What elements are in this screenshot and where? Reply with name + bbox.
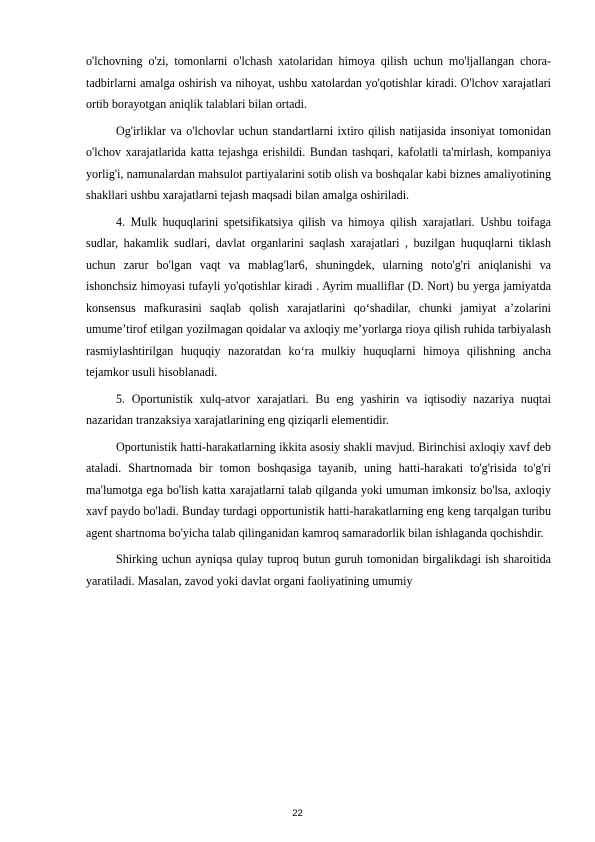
paragraph-moral-hazard: Oportunistik hatti-harakatlarning ikkita asosiy shakli mavjud. Birinchisi axloqiy xavf deb ataladi. Shartnomada bir tomon boshqasiga tayanib, uning hatti-harakati to'g'risida to'g'ri ma'lumotga ega bo'lish katta xarajatlarni talab qilganda yoki umuman imkonsiz bo'lsa, axloqiy xavf paydo bo'ladi. Bunday turdagi opportunistik hatti-harakatlarning eng keng tarqalgan turibu agent shartnoma bo'yicha talab qilinganidan kamroq samaradorlik bilan ishlaganda qochishdir. — [86, 439, 551, 540]
paragraph-continuation: o'lchovning o'zi, tomonlarni o'lchash xatolaridan himoya qilish uchun mo'ljallangan chora-tadbirlarni amalga oshirish va nihoyat, ushbu xatolardan yo'qotishlar kiradi. O'lchov xarajatlari ortib borayotgan aniqlik talablari bilan ortadi. — [86, 54, 551, 111]
document-body — [86, 51, 551, 592]
page-number: 22 — [292, 808, 303, 819]
paragraph-property-rights-costs: 4. Mulk huquqlarini spetsifikatsiya qilish va himoya qilish xarajatlari. Ushbu toifaga sudlar, hakamlik sudlari, davlat organlarini saqlash xarajatlari , buzilgan huquqlarni tiklash uchun zarur bo'lgan vaqt va mablag'lar6, shuningdek, ularning noto'g'ri aniqlanishi va ishonchsiz himoyasi tufayli yo'qotishlar kiradi . Ayrim mualliflar (D. Nort) bu yerga jamiyatda konsensus mafkurasini saqlab qolish xarajatlarini qo‘shadilar, chunki jamiyat a’zolarini umume’tirof etilgan yozilmagan qoidalar va axloqiy me’yorlarga rioya qilish ruhida tarbiyalash rasmiylashtirilgan huquqiy nazoratdan ko‘ra mulkiy huquqlarni himoya qilishning ancha tejamkor usuli hisoblanadi. — [86, 214, 551, 379]
paragraph-opportunistic-costs: 5. Oportunistik xulq-atvor xarajatlari. Bu eng yashirin va iqtisodiy nazariya nuqtai nazaridan tranzaksiya xarajatlarining eng qiziqarli elementidir. — [86, 391, 551, 427]
paragraph-shirking: Shirking uchun ayniqsa qulay tuproq butun guruh tomonidan birgalikdagi ish sharoitida yaratiladi. Masalan, zavod yoki davlat organi faoliyatining umumiy — [86, 552, 551, 588]
paragraph-standards: Og'irliklar va o'lchovlar uchun standartlarni ixtiro qilish natijasida insoniyat tomonidan o'lchov xarajatlarida katta tejashga erishildi. Bundan tashqari, kafolatli ta'mirlash, kompaniya yorlig'i, namunalardan mahsulot partiyalarini sotib olish va boshqalar kabi biznes amaliyotining shakllari ushbu xarajatlarni tejash maqsadi bilan amalga oshiriladi. — [86, 123, 551, 202]
